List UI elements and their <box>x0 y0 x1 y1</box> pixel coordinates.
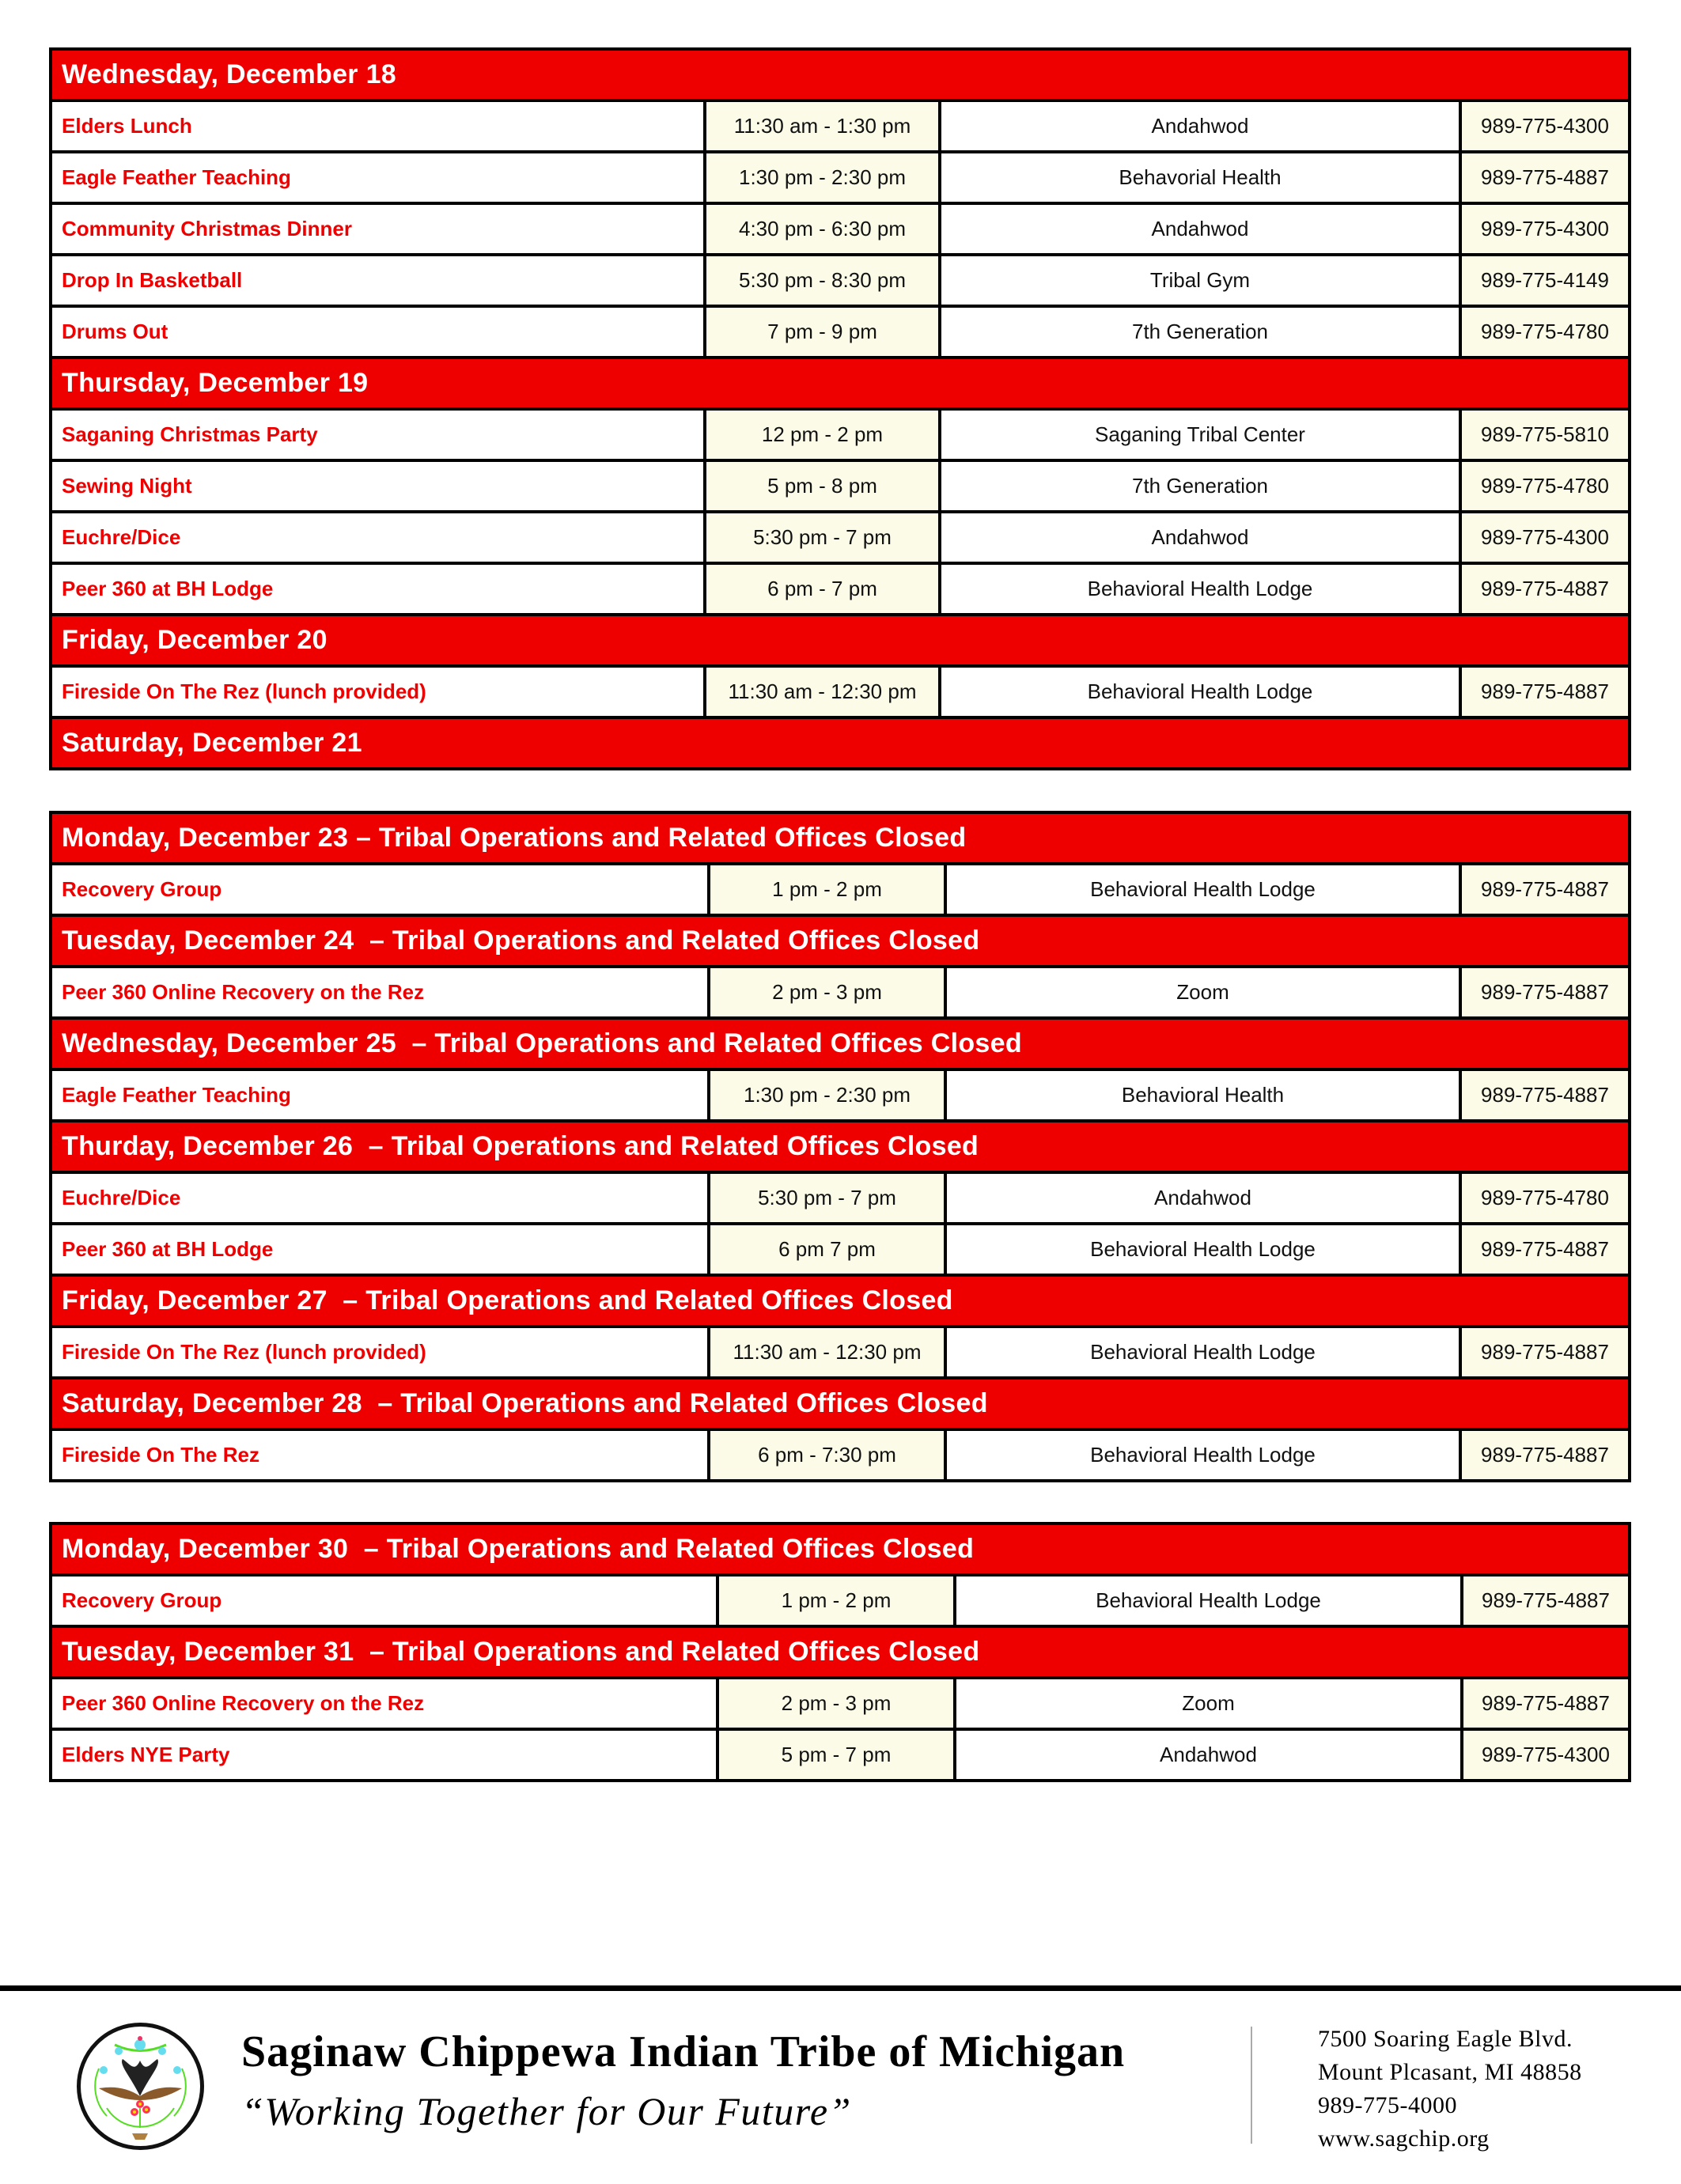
event-time: 5 pm - 7 pm <box>716 1731 956 1779</box>
day-header-row <box>52 1380 1628 1431</box>
day-header-title: Tuesday, December 31 – Tribal Operations and Related Offices Closed <box>52 1628 1628 1676</box>
event-location: Behavioral Health <box>947 1071 1459 1119</box>
event-time: 7 pm - 9 pm <box>703 308 941 356</box>
event-phone: 989-775-4780 <box>1459 308 1628 356</box>
day-header-row <box>52 719 1628 767</box>
event-time: 5 pm - 8 pm <box>703 462 941 510</box>
event-location: Andahwod <box>941 102 1459 150</box>
event-time: 11:30 am - 12:30 pm <box>703 668 941 716</box>
event-location: Behavioral Health Lodge <box>956 1576 1460 1625</box>
event-location: Behavioral Health Lodge <box>941 668 1459 716</box>
event-time: 1 pm - 2 pm <box>707 865 947 914</box>
event-name: Peer 360 Online Recovery on the Rez <box>52 968 707 1016</box>
event-phone: 989-775-4300 <box>1459 205 1628 253</box>
event-row <box>52 308 1628 359</box>
event-time: 11:30 am - 1:30 pm <box>703 102 941 150</box>
event-location: Behavioral Health Lodge <box>947 865 1459 914</box>
event-location: Behavorial Health <box>941 153 1459 202</box>
event-row <box>52 668 1628 719</box>
event-name: Peer 360 at BH Lodge <box>52 1225 707 1274</box>
event-time: 5:30 pm - 8:30 pm <box>703 256 941 305</box>
day-header-title: Friday, December 27 – Tribal Operations and Related Offices Closed <box>52 1277 1628 1325</box>
event-row <box>52 1328 1628 1380</box>
event-name: Drop In Basketball <box>52 256 703 305</box>
event-row <box>52 1071 1628 1122</box>
event-location: Andahwod <box>941 205 1459 253</box>
day-header-row <box>52 917 1628 968</box>
event-phone: 989-775-4300 <box>1460 1731 1628 1779</box>
tribal-seal-icon <box>75 2021 206 2152</box>
event-location: Zoom <box>956 1679 1460 1728</box>
day-header-row <box>52 1020 1628 1071</box>
event-time: 2 pm - 3 pm <box>716 1679 956 1728</box>
event-name: Fireside On The Rez (lunch provided) <box>52 668 703 716</box>
event-phone: 989-775-4300 <box>1459 513 1628 562</box>
event-location: Andahwod <box>947 1174 1459 1222</box>
event-time: 6 pm 7 pm <box>707 1225 947 1274</box>
event-phone: 989-775-4887 <box>1459 1071 1628 1119</box>
event-name: Euchre/Dice <box>52 513 703 562</box>
day-header-title: Tuesday, December 24 – Tribal Operations and Related Offices Closed <box>52 917 1628 965</box>
event-name: Drums Out <box>52 308 703 356</box>
event-row <box>52 565 1628 616</box>
event-row <box>52 153 1628 205</box>
event-row <box>52 1225 1628 1277</box>
event-row <box>52 865 1628 917</box>
event-time: 11:30 am - 12:30 pm <box>707 1328 947 1376</box>
event-time: 6 pm - 7:30 pm <box>707 1431 947 1479</box>
event-phone: 989-775-4887 <box>1460 1576 1628 1625</box>
event-name: Sewing Night <box>52 462 703 510</box>
event-phone: 989-775-4780 <box>1459 1174 1628 1222</box>
day-header-title: Saturday, December 21 <box>52 719 1628 767</box>
event-name: Fireside On The Rez <box>52 1431 707 1479</box>
event-location: Behavioral Health Lodge <box>947 1328 1459 1376</box>
event-location: Saganing Tribal Center <box>941 411 1459 459</box>
event-name: Recovery Group <box>52 1576 716 1625</box>
day-header-title: Saturday, December 28 – Tribal Operations and Related Offices Closed <box>52 1380 1628 1428</box>
event-name: Eagle Feather Teaching <box>52 1071 707 1119</box>
event-name: Eagle Feather Teaching <box>52 153 703 202</box>
schedule-table-dec-23-28 <box>49 811 1631 1482</box>
event-time: 2 pm - 3 pm <box>707 968 947 1016</box>
footer-divider <box>0 1985 1681 1991</box>
event-row <box>52 513 1628 565</box>
event-phone: 989-775-4780 <box>1459 462 1628 510</box>
event-row <box>52 1679 1628 1731</box>
event-time: 1:30 pm - 2:30 pm <box>707 1071 947 1119</box>
day-header-title: Thursday, December 19 <box>52 359 1628 407</box>
day-header-row <box>52 814 1628 865</box>
event-location: 7th Generation <box>941 308 1459 356</box>
day-header-title: Monday, December 23 – Tribal Operations and Related Offices Closed <box>52 814 1628 862</box>
event-location: Andahwod <box>956 1731 1460 1779</box>
event-time: 5:30 pm - 7 pm <box>707 1174 947 1222</box>
event-time: 5:30 pm - 7 pm <box>703 513 941 562</box>
day-header-row <box>52 616 1628 668</box>
event-time: 12 pm - 2 pm <box>703 411 941 459</box>
day-header-title: Wednesday, December 25 – Tribal Operations and Related Offices Closed <box>52 1020 1628 1068</box>
event-phone: 989-775-4887 <box>1459 1225 1628 1274</box>
event-phone: 989-775-4887 <box>1459 1328 1628 1376</box>
event-name: Peer 360 at BH Lodge <box>52 565 703 613</box>
event-name: Peer 360 Online Recovery on the Rez <box>52 1679 716 1728</box>
event-row <box>52 968 1628 1020</box>
event-location: 7th Generation <box>941 462 1459 510</box>
day-header-row <box>52 51 1628 102</box>
day-header-title: Monday, December 30 – Tribal Operations and Related Offices Closed <box>52 1525 1628 1573</box>
event-location: Andahwod <box>941 513 1459 562</box>
day-header-row <box>52 1122 1628 1174</box>
event-row <box>52 256 1628 308</box>
event-row <box>52 205 1628 256</box>
event-location: Behavioral Health Lodge <box>941 565 1459 613</box>
event-name: Saganing Christmas Party <box>52 411 703 459</box>
event-row <box>52 1174 1628 1225</box>
event-phone: 989-775-4887 <box>1459 865 1628 914</box>
event-row <box>52 1431 1628 1479</box>
event-phone: 989-775-4887 <box>1459 565 1628 613</box>
event-name: Fireside On The Rez (lunch provided) <box>52 1328 707 1376</box>
schedule-table-dec-18-21 <box>49 47 1631 770</box>
day-header-title: Thurday, December 26 – Tribal Operations and Related Offices Closed <box>52 1122 1628 1171</box>
event-name: Euchre/Dice <box>52 1174 707 1222</box>
schedule-table-dec-30-31 <box>49 1522 1631 1782</box>
event-time: 1 pm - 2 pm <box>716 1576 956 1625</box>
day-header-row <box>52 1277 1628 1328</box>
org-name: Saginaw Chippewa Indian Tribe of Michigan <box>241 2027 1126 2076</box>
event-row <box>52 462 1628 513</box>
day-header-row <box>52 359 1628 411</box>
event-location: Behavioral Health Lodge <box>947 1225 1459 1274</box>
event-phone: 989-775-4887 <box>1460 1679 1628 1728</box>
event-phone: 989-775-4887 <box>1459 968 1628 1016</box>
event-phone: 989-775-4887 <box>1459 153 1628 202</box>
event-time: 1:30 pm - 2:30 pm <box>703 153 941 202</box>
event-phone: 989-775-4887 <box>1459 1431 1628 1479</box>
event-phone: 989-775-4149 <box>1459 256 1628 305</box>
event-name: Elders NYE Party <box>52 1731 716 1779</box>
website-link[interactable]: www.sagchip.org <box>1318 2125 1490 2152</box>
event-name: Community Christmas Dinner <box>52 205 703 253</box>
event-location: Tribal Gym <box>941 256 1459 305</box>
event-phone: 989-775-5810 <box>1459 411 1628 459</box>
event-phone: 989-775-4300 <box>1459 102 1628 150</box>
event-location: Zoom <box>947 968 1459 1016</box>
day-header-row <box>52 1525 1628 1576</box>
day-header-title: Friday, December 20 <box>52 616 1628 664</box>
day-header-row <box>52 1628 1628 1679</box>
event-time: 6 pm - 7 pm <box>703 565 941 613</box>
footer-vertical-divider <box>1251 2027 1252 2144</box>
event-name: Recovery Group <box>52 865 707 914</box>
event-phone: 989-775-4887 <box>1459 668 1628 716</box>
address-city: Mount Plcasant, MI 48858 <box>1318 2059 1582 2085</box>
event-row <box>52 411 1628 462</box>
event-row <box>52 1731 1628 1779</box>
event-location: Behavioral Health Lodge <box>947 1431 1459 1479</box>
event-name: Elders Lunch <box>52 102 703 150</box>
contact-block <box>1318 2023 1582 2156</box>
event-row <box>52 1576 1628 1628</box>
address-street: 7500 Soaring Eagle Blvd. <box>1318 2026 1573 2052</box>
day-header-title: Wednesday, December 18 <box>52 51 1628 99</box>
event-row <box>52 102 1628 153</box>
event-time: 4:30 pm - 6:30 pm <box>703 205 941 253</box>
org-tagline: “Working Together for Our Future” <box>241 2089 852 2133</box>
contact-phone: 989-775-4000 <box>1318 2092 1457 2118</box>
